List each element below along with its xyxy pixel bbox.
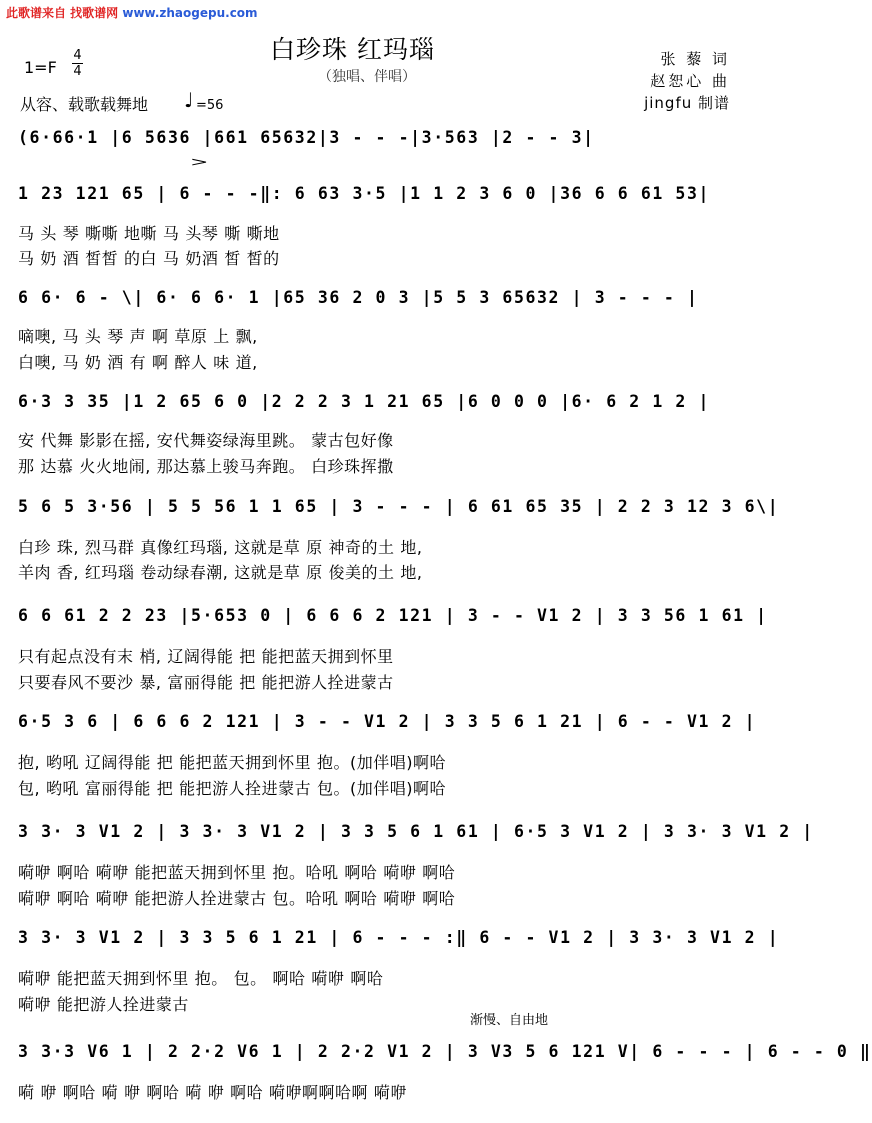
lyric-line: 只要春风不要沙 暴, 富丽得能 把 能把游人拴进蒙古 — [18, 673, 394, 692]
notation-line: 5 6 5 3·56 | 5 5 56 1 1 65 | 3 - - - | 6 61 65 35 | 2 2 3 12 3 6\| — [18, 497, 780, 516]
lyric-line: 抱, 哟吼 辽阔得能 把 能把蓝天拥到怀里 抱。(加伴唱)啊哈 — [18, 753, 447, 772]
notation-line: 3 3· 3 V1 2 | 3 3· 3 V1 2 | 3 3 5 6 1 61 | 6·5 3 V1 2 | 3 3· 3 V1 2 | — [18, 822, 814, 841]
notation-line: 3 3·3 V6 1 | 2 2·2 V6 1 | 2 2·2 V1 2 | 3 V3 5 6 121 V| 6 - - - | 6 - - 0 ‖ — [18, 1042, 872, 1061]
accent-mark-icon: > — [190, 155, 209, 170]
lyric-line: 嗬咿 能把游人拴进蒙古 — [18, 995, 189, 1014]
time-signature — [72, 48, 83, 79]
notation-line: 6 6· 6 - \| 6· 6 6· 1 |65 36 2 0 3 |5 5 3 65632 | 3 - - - | — [18, 288, 699, 307]
lyric-line: 那 达慕 火火地闹, 那达慕上骏马奔跑。 白珍珠挥撒 — [18, 457, 394, 476]
lyric-line: 嗬 咿 啊哈 嗬 咿 啊哈 嗬 咿 啊哈 嗬咿啊啊哈啊 嗬咿 — [18, 1083, 407, 1102]
key-signature: 1=F — [24, 58, 57, 77]
tempo-marking: 从容、载歌载舞地 — [20, 95, 149, 114]
arranger-credit: jingfu 制谱 — [644, 94, 730, 112]
notation-line: 3 3· 3 V1 2 | 3 3 5 6 1 21 | 6 - - - :‖ 6 - - V1 2 | 3 3· 3 V1 2 | — [18, 928, 780, 947]
song-title: 白珍珠 红玛瑙 — [270, 35, 435, 64]
quarter-note-icon: ♩ — [184, 88, 194, 112]
lyric-line: 白珍 珠, 烈马群 真像红玛瑙, 这就是草 原 神奇的土 地, — [18, 538, 423, 557]
watermark-url: www.zhaogepu.com — [122, 6, 258, 20]
lyric-line: 羊肉 香, 红玛瑙 卷动绿春潮, 这就是草 原 俊美的土 地, — [18, 563, 423, 582]
notation-line: 1 23 121 65 | 6 - - -‖: 6 63 3·5 |1 1 2 3 6 0 |36 6 6 61 53| — [18, 184, 711, 203]
notation-line: 6·3 3 35 |1 2 65 6 0 |2 2 2 3 1 21 65 |6 0 0 0 |6· 6 2 1 2 | — [18, 392, 711, 411]
lyric-line: 安 代舞 影影在摇, 安代舞姿绿海里跳。 蒙古包好像 — [18, 431, 394, 450]
lyric-line: 马 头 琴 嘶嘶 地嘶 马 头琴 嘶 嘶地 — [18, 224, 280, 243]
lyric-line: 嗬咿 能把蓝天拥到怀里 抱。 包。 啊哈 嗬咿 啊哈 — [18, 969, 384, 988]
lyric-line: 嗬咿 啊哈 嗬咿 能把蓝天拥到怀里 抱。哈吼 啊哈 嗬咿 啊哈 — [18, 863, 456, 882]
watermark-text: 此歌谱来自 找歌谱网 — [6, 6, 123, 20]
lyric-line: 白噢, 马 奶 酒 有 啊 醉人 味 道, — [18, 353, 258, 372]
composer-credit: 赵恕心 曲 — [650, 72, 730, 90]
meter-top: 4 — [73, 48, 82, 63]
lyric-line: 包, 哟吼 富丽得能 把 能把游人拴进蒙古 包。(加伴唱)啊哈 — [18, 779, 447, 798]
notation-line: 6·5 3 6 | 6 6 6 2 121 | 3 - - V1 2 | 3 3 5 6 1 21 | 6 - - V1 2 | — [18, 712, 757, 731]
notation-line: (6·66·1 |6 5636 |661 65632|3 - - -|3·563 |2 - - 3| — [18, 128, 595, 147]
meter-bottom: 4 — [73, 64, 82, 79]
lyric-line: 只有起点没有末 梢, 辽阔得能 把 能把蓝天拥到怀里 — [18, 647, 394, 666]
tempo-change-marking: 渐慢、自由地 — [470, 1013, 549, 1028]
song-subtitle: （独唱、伴唱） — [318, 69, 416, 85]
lyric-line: 嗬咿 啊哈 嗬咿 能把游人拴进蒙古 包。哈吼 啊哈 嗬咿 啊哈 — [18, 889, 456, 908]
lyric-line: 马 奶 酒 皙皙 的白 马 奶酒 皙 皙的 — [18, 249, 280, 268]
watermark — [6, 4, 258, 21]
lyric-line: 嘀噢, 马 头 琴 声 啊 草原 上 飘, — [18, 327, 258, 346]
tempo-value: =56 — [196, 98, 224, 113]
lyricist-credit: 张 藜 词 — [660, 50, 730, 68]
notation-line: 6 6 61 2 2 23 |5·653 0 | 6 6 6 2 121 | 3 - - V1 2 | 3 3 56 1 61 | — [18, 606, 768, 625]
